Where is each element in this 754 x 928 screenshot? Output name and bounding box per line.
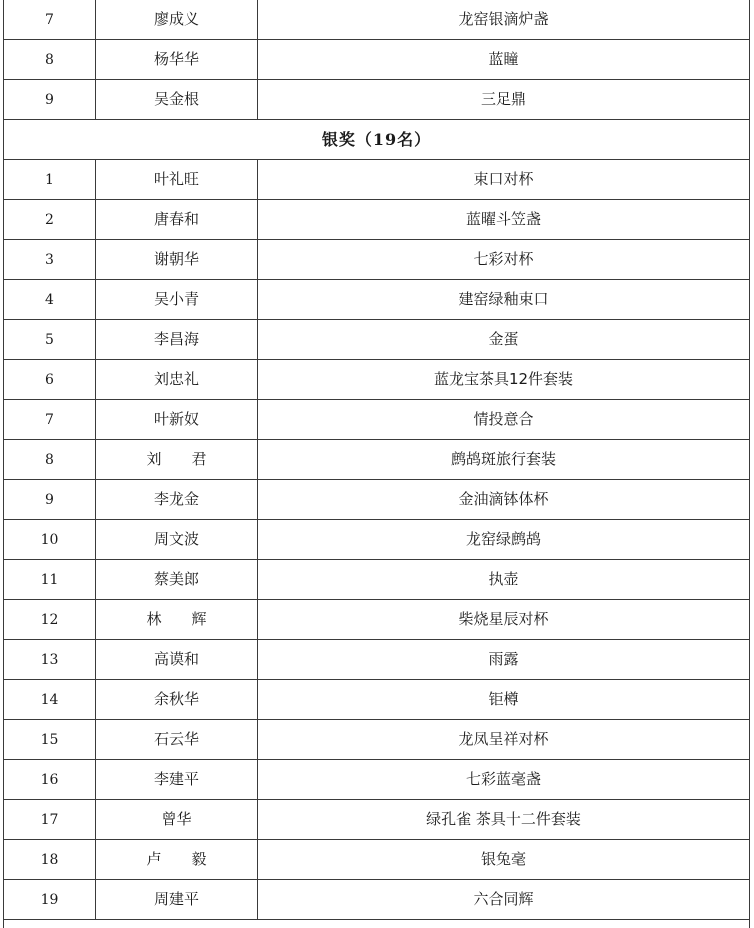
section-header-row bbox=[4, 120, 750, 160]
work-title: 三足鼎 bbox=[258, 80, 750, 120]
table-row bbox=[4, 400, 750, 440]
row-number: 5 bbox=[4, 320, 96, 360]
work-title: 蓝曜斗笠盏 bbox=[258, 200, 750, 240]
awards-table-container bbox=[3, 0, 749, 928]
table-row bbox=[4, 440, 750, 480]
artist-name: 卢 毅 bbox=[96, 840, 258, 880]
artist-name: 廖成义 bbox=[96, 0, 258, 40]
work-title: 绿孔雀 茶具十二件套装 bbox=[258, 800, 750, 840]
work-title: 蓝龙宝茶具12件套装 bbox=[258, 360, 750, 400]
artist-name: 李龙金 bbox=[96, 480, 258, 520]
work-title: 建窑绿釉束口 bbox=[258, 280, 750, 320]
work-title: 龙凤呈祥对杯 bbox=[258, 720, 750, 760]
artist-name: 叶新奴 bbox=[96, 400, 258, 440]
work-title: 蓝瞳 bbox=[258, 40, 750, 80]
table-row bbox=[4, 720, 750, 760]
table-row bbox=[4, 640, 750, 680]
table-row bbox=[4, 680, 750, 720]
awards-table bbox=[3, 0, 750, 928]
row-number: 11 bbox=[4, 560, 96, 600]
table-row-partial bbox=[4, 920, 750, 928]
table-row bbox=[4, 320, 750, 360]
row-number: 9 bbox=[4, 80, 96, 120]
row-number: 15 bbox=[4, 720, 96, 760]
work-title: 金蛋 bbox=[258, 320, 750, 360]
row-number: 13 bbox=[4, 640, 96, 680]
row-number: 2 bbox=[4, 200, 96, 240]
work-title: 情投意合 bbox=[258, 400, 750, 440]
row-number: 17 bbox=[4, 800, 96, 840]
row-number: 19 bbox=[4, 880, 96, 920]
artist-name: 谢朝华 bbox=[96, 240, 258, 280]
artist-name: 吴金根 bbox=[96, 80, 258, 120]
table-row bbox=[4, 600, 750, 640]
artist-name: 刘 君 bbox=[96, 440, 258, 480]
work-title: 龙窑银滴炉盏 bbox=[258, 0, 750, 40]
work-title: 雨露 bbox=[258, 640, 750, 680]
table-row bbox=[4, 0, 750, 40]
artist-name: 吴小青 bbox=[96, 280, 258, 320]
artist-name: 余秋华 bbox=[96, 680, 258, 720]
artist-name: 李昌海 bbox=[96, 320, 258, 360]
work-title: 龙窑绿鹧鸪 bbox=[258, 520, 750, 560]
row-number: 7 bbox=[4, 0, 96, 40]
work-title: 金油滴钵体杯 bbox=[258, 480, 750, 520]
artist-name: 李建平 bbox=[96, 760, 258, 800]
table-row bbox=[4, 480, 750, 520]
table-row bbox=[4, 240, 750, 280]
table-row bbox=[4, 160, 750, 200]
work-title: 执壶 bbox=[258, 560, 750, 600]
table-row bbox=[4, 280, 750, 320]
artist-name: 唐春和 bbox=[96, 200, 258, 240]
row-number: 8 bbox=[4, 40, 96, 80]
artist-name: 曾华 bbox=[96, 800, 258, 840]
artist-name: 刘忠礼 bbox=[96, 360, 258, 400]
artist-name: 杨华华 bbox=[96, 40, 258, 80]
silver-award-heading: 银奖（19名） bbox=[4, 120, 750, 160]
table-row bbox=[4, 80, 750, 120]
work-title: 钜樽 bbox=[258, 680, 750, 720]
work-title: 七彩蓝毫盏 bbox=[258, 760, 750, 800]
artist-name: 石云华 bbox=[96, 720, 258, 760]
artist-name: 周建平 bbox=[96, 880, 258, 920]
table-row bbox=[4, 200, 750, 240]
artist-name: 高谟和 bbox=[96, 640, 258, 680]
table-row bbox=[4, 880, 750, 920]
row-number: 12 bbox=[4, 600, 96, 640]
row-number: 8 bbox=[4, 440, 96, 480]
row-number: 10 bbox=[4, 520, 96, 560]
artist-name: 叶礼旺 bbox=[96, 160, 258, 200]
next-row-edge bbox=[4, 920, 750, 928]
work-title: 七彩对杯 bbox=[258, 240, 750, 280]
row-number: 6 bbox=[4, 360, 96, 400]
table-row bbox=[4, 360, 750, 400]
table-row bbox=[4, 760, 750, 800]
artist-name: 林 辉 bbox=[96, 600, 258, 640]
row-number: 4 bbox=[4, 280, 96, 320]
row-number: 1 bbox=[4, 160, 96, 200]
artist-name: 周文波 bbox=[96, 520, 258, 560]
work-title: 六合同辉 bbox=[258, 880, 750, 920]
table-row bbox=[4, 800, 750, 840]
work-title: 银兔毫 bbox=[258, 840, 750, 880]
artist-name: 蔡美郎 bbox=[96, 560, 258, 600]
table-row bbox=[4, 840, 750, 880]
row-number: 9 bbox=[4, 480, 96, 520]
work-title: 束口对杯 bbox=[258, 160, 750, 200]
table-row bbox=[4, 520, 750, 560]
row-number: 16 bbox=[4, 760, 96, 800]
row-number: 7 bbox=[4, 400, 96, 440]
work-title: 柴烧星辰对杯 bbox=[258, 600, 750, 640]
row-number: 14 bbox=[4, 680, 96, 720]
table-row bbox=[4, 40, 750, 80]
work-title: 鹧鸪斑旅行套装 bbox=[258, 440, 750, 480]
table-row bbox=[4, 560, 750, 600]
row-number: 18 bbox=[4, 840, 96, 880]
row-number: 3 bbox=[4, 240, 96, 280]
